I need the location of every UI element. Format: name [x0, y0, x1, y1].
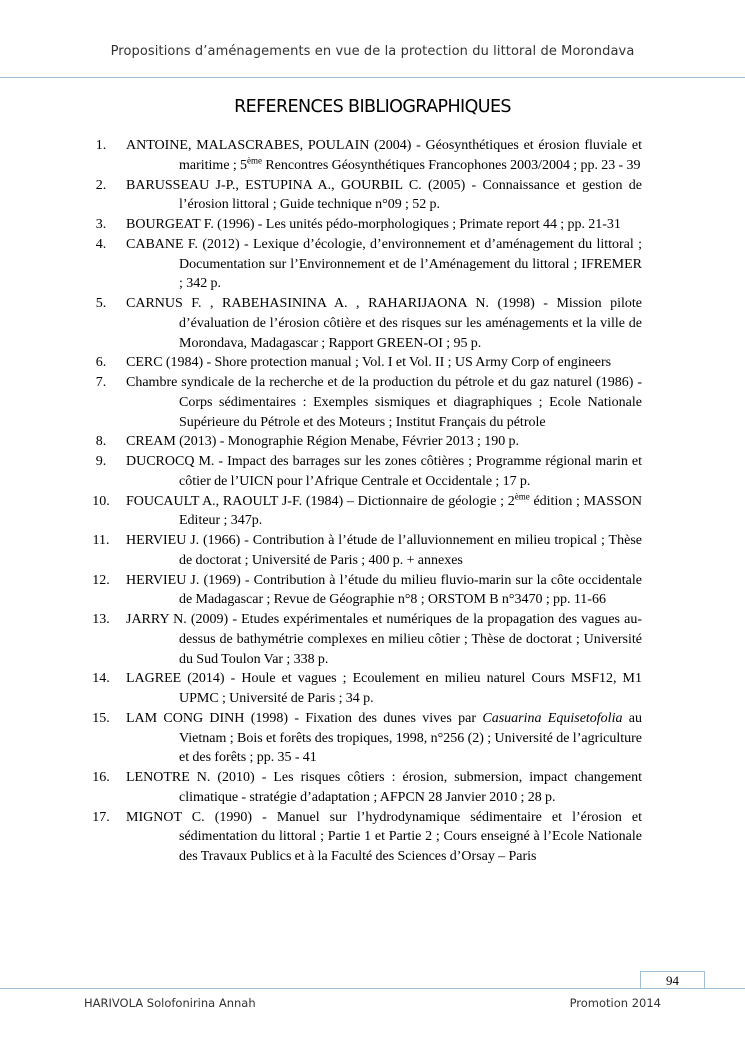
reference-text: [86, 373, 642, 432]
reference-text: [86, 808, 642, 867]
reference-number: 5.: [95, 296, 107, 311]
reference-text-main: BARUSSEAU J-P., ESTUPINA A., GOURBIL C. (2005) - Connaissance et gestion de l’érosion littoral ; Guide technique n°09 ; 52 p.: [126, 177, 642, 213]
reference-text: [86, 353, 642, 373]
header-divider: [0, 77, 745, 78]
reference-text-main: MIGNOT C. (1990) - Manuel sur l’hydrodynamique sédimentaire et l’érosion et sédimentation du littoral ; Partie 1 et Partie 2 ; Cours enseigné à l’Ecole Nationale des Travaux Publics et à la Faculté des Sciences d’Orsay – Paris: [126, 809, 642, 864]
reference-text: [86, 669, 642, 709]
reference-text: [86, 136, 642, 176]
reference-text: [86, 235, 642, 294]
reference-text: [86, 610, 642, 669]
reference-item: [86, 531, 642, 571]
reference-text: [86, 709, 642, 768]
reference-list: [86, 136, 642, 867]
reference-number: 7.: [95, 375, 107, 390]
reference-text-main: Chambre syndicale de la recherche et de la production du pétrole et du gaz naturel (1986) - Corps sédimentaires : Exemples sismiques et diagraphiques ; Ecole Nationale Supérieure du Pétrole et des Moteurs ; Institut Français du pétrole: [126, 375, 642, 430]
page-header-title: Propositions d’aménagements en vue de la protection du littoral de Morondava: [110, 44, 635, 59]
reference-number: 2.: [95, 177, 107, 193]
reference-text-main: LENOTRE N. (2010) - Les risques côtiers : érosion, submersion, impact changement climatique - stratégie d’adaptation ; AFPCN 28 Janvier 2010 ; 28 p.: [126, 770, 642, 805]
reference-number: 8.: [95, 434, 107, 450]
reference-number: 12.: [92, 572, 110, 588]
reference-item: [86, 768, 642, 808]
reference-text-main: DUCROCQ M. - Impact des barrages sur les zones côtières ; Programme régional marin et côtier de l’UICN pour l’Afrique Centrale et Occidentale ; 17 p.: [126, 454, 642, 489]
reference-text-main: CARNUS F. , RABEHASININA A. , RAHARIJAONA N. (1998) - Mission pilote d’évaluation de l’érosion côtière et des risques sur les aménagements et la ville de Morondava, Madagascar ; Rapport GREEN-OI ; 95 p.: [126, 296, 642, 351]
reference-text: [86, 571, 642, 611]
reference-item: [86, 808, 642, 867]
reference-text: [86, 215, 642, 235]
reference-text-main: LAM CONG DINH (1998) - Fixation des dunes vives par: [126, 710, 483, 726]
reference-text-rest: Rencontres Géosynthétiques Francophones 2003/2004 ; pp. 23 - 39: [262, 157, 641, 173]
reference-text-main: LAGREE (2014) - Houle et vagues ; Ecoulement en milieu naturel Cours MSF12, M1 UPMC ; Université de Paris ; 34 p.: [126, 671, 642, 706]
reference-italic-taxon: Casuarina Equisetofolia: [482, 710, 623, 726]
reference-number: 1.: [95, 138, 107, 153]
reference-item: [86, 294, 642, 353]
footer-author: HARIVOLA Solofonirina Annah: [84, 996, 256, 1010]
reference-text: [86, 492, 642, 532]
reference-text-main: ANTOINE, MALASCRABES, POULAIN (2004) - Géosynthétiques et érosion fluviale et maritime ; 5: [126, 138, 642, 173]
page-number: 94: [640, 971, 705, 988]
footer-promotion: Promotion 2014: [569, 996, 661, 1010]
reference-number: 16.: [92, 770, 110, 785]
reference-number: 3.: [95, 217, 107, 232]
reference-item: [86, 610, 642, 669]
reference-text-main: FOUCAULT A., RAOULT J-F. (1984) – Dictionnaire de géologie ; 2: [126, 493, 515, 509]
reference-item: [86, 176, 642, 216]
reference-text-main: HERVIEU J. (1969) - Contribution à l’étude du milieu fluvio-marin sur la côte occidentale de Madagascar ; Revue de Géographie n°8 ; ORSTOM B n°3470 ; pp. 11-66: [126, 572, 642, 608]
reference-text: [86, 294, 642, 353]
reference-item: [86, 432, 642, 452]
reference-text: [86, 768, 642, 808]
reference-number: 4.: [95, 236, 107, 252]
reference-number: 15.: [92, 710, 110, 726]
reference-item: [86, 709, 642, 768]
reference-text-main: CABANE F. (2012) - Lexique d’écologie, d’environnement et d’aménagement du littoral ; Documentation sur l’Environnement et de l’Aménagement du littoral ; IFREMER ; 342 p.: [126, 236, 642, 292]
section-title: REFERENCES BIBLIOGRAPHIQUES: [234, 97, 511, 117]
reference-text-main: CREAM (2013) - Monographie Région Menabe, Février 2013 ; 190 p.: [126, 434, 520, 450]
reference-item: [86, 452, 642, 492]
reference-item: [86, 373, 642, 432]
reference-text: [86, 452, 642, 492]
reference-superscript: ème: [514, 490, 530, 501]
reference-text: [86, 432, 642, 452]
footer-divider: [0, 988, 745, 989]
reference-number: 11.: [92, 533, 110, 548]
reference-item: [86, 669, 642, 709]
reference-item: [86, 571, 642, 611]
reference-text-rest: édition ; MASSON Editeur ; 347p.: [179, 493, 642, 529]
reference-number: 13.: [92, 612, 110, 627]
reference-text-main: HERVIEU J. (1966) - Contribution à l’étude de l’alluvionnement en milieu tropical ; Thèse de doctorat ; Université de Paris ; 400 p. + annexes: [126, 533, 642, 568]
reference-number: 14.: [92, 671, 110, 687]
reference-number: 6.: [95, 355, 107, 371]
reference-item: [86, 353, 642, 373]
reference-text: [86, 531, 642, 571]
reference-item: [86, 136, 642, 176]
reference-item: [86, 235, 642, 294]
reference-text: [86, 176, 642, 216]
reference-text-main: BOURGEAT F. (1996) - Les unités pédo-morphologiques ; Primate report 44 ; pp. 21-31: [126, 217, 621, 232]
reference-item: [86, 215, 642, 235]
reference-superscript: ème: [247, 155, 263, 166]
reference-number: 17.: [92, 809, 110, 825]
reference-number: 10.: [92, 493, 110, 509]
reference-text-main: CERC (1984) - Shore protection manual ; Vol. I et Vol. II ; US Army Corp of engineers: [126, 355, 612, 371]
reference-item: [86, 492, 642, 532]
reference-text-main: JARRY N. (2009) - Etudes expérimentales et numériques de la propagation des vagues au-dessus de bathymétrie complexes en milieu côtier ; Thèse de doctorat ; Université du Sud Toulon Var ; 338 p.: [126, 612, 642, 667]
reference-number: 9.: [95, 454, 107, 469]
reference-text-rest: au Vietnam ; Bois et forêts des tropiques, 1998, n°256 (2) ; Université de l’agriculture et des forêts ; pp. 35 - 41: [179, 710, 642, 766]
